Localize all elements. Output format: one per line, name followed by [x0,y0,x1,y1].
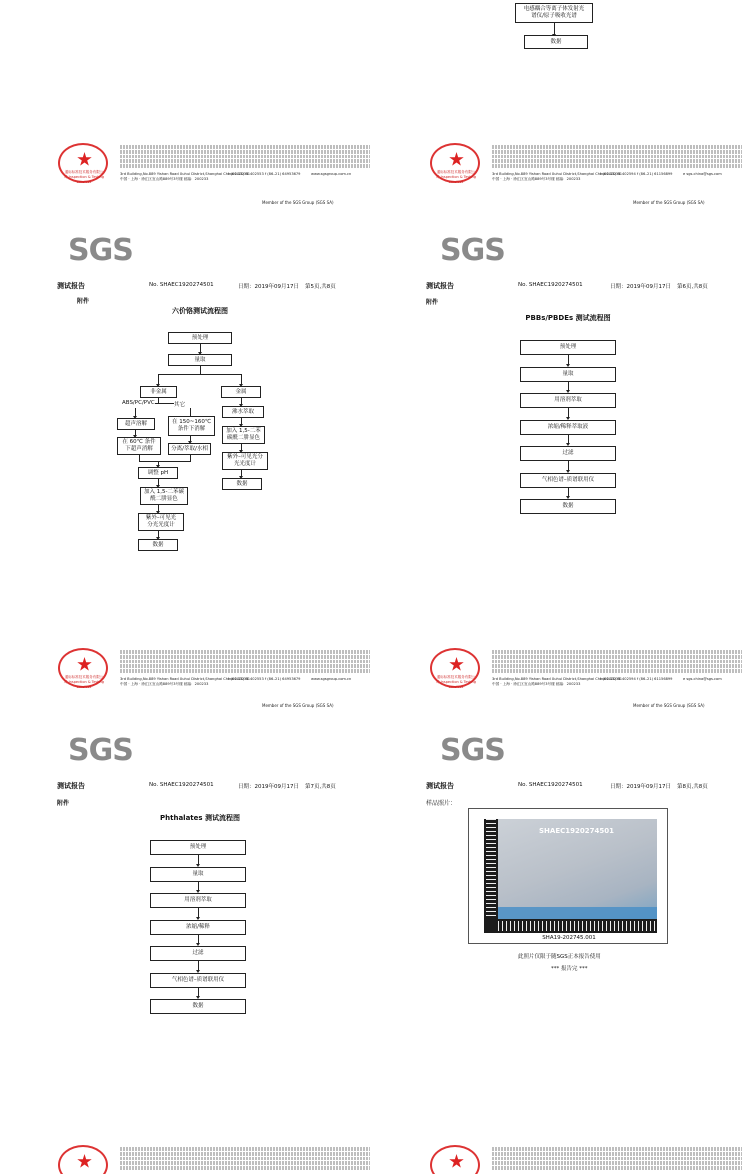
sample-photo-frame [468,808,668,944]
page-footer [430,1145,745,1174]
flow-box: 用溶剂萃取 [150,893,246,908]
flow-arrow [198,882,199,891]
page-footer [430,143,745,183]
legal-text [492,145,742,171]
sgs-logo: SGS [440,233,505,268]
flow-box: 沸水萃取 [222,406,264,418]
report-title: 测试报告 [57,782,85,790]
flow-arrow [554,23,555,34]
flow-arrow [568,408,569,417]
flow-box: 紫外–可见光分 光光度计 [222,452,268,470]
member-line: Member of the SGS Group (SGS SA) [633,200,705,205]
page-footer [58,143,373,183]
flow-box: 数据 [222,478,262,490]
report-title: 测试报告 [426,782,454,790]
legal-text [120,145,370,171]
photo-overlay-text: SHAEC1920274501 [539,827,614,835]
flow-box: 量取 [520,367,616,382]
flow-box: 量取 [150,867,246,882]
footer-address-en: 3rd Building,No.889 Yishan Road Xuhui District,Shanghai China 200233 [492,677,621,681]
page-footer [58,1145,373,1174]
flow-box-data: 数据 [524,35,588,49]
sgs-seal-icon: 通标标准技术服务有限公司 Inspection & Testing Services [430,143,480,183]
flow-box: 气相色谱–质谱联用仪 [520,473,616,488]
footer-tel: t (86–21) 61402553 f (86–21) 64953679 [228,677,301,681]
other-label: 其它 [174,402,186,408]
member-line: Member of the SGS Group (SGS SA) [633,703,705,708]
flow-arrow [158,479,159,485]
flow-arrow [135,430,136,435]
flow-arrow [568,461,569,470]
flow-box: 用溶剂萃取 [520,393,616,408]
report-title: 测试报告 [426,282,454,290]
footer-tel: t (86–21) 61402594 f (86–21) 61156899 [600,677,673,681]
page-footer [430,648,745,688]
report-number: No. SHAEC1920274501 [518,282,583,288]
flow-arrow [568,382,569,391]
flow-arrow [198,908,199,917]
footer-web: e sgs.china@sgs.com [683,172,722,176]
flow-arrow [190,408,191,416]
footer-address-en: 3rd Building,No.889 Yishan Road Xuhui District,Shanghai China 200233 [120,172,249,176]
flow-box: 数据 [520,499,616,514]
flow-line [139,461,191,462]
flow-box: 数据 [138,539,178,551]
report-page: 第5页,共8页 [305,284,336,290]
legal-text [492,1147,742,1173]
footer-tel: t (86–21) 61402594 f (86–21) 61156899 [600,172,673,176]
legal-text [120,650,370,676]
member-line: Member of the SGS Group (SGS SA) [262,703,334,708]
legal-text [120,1147,370,1173]
footer-address-cn: 中国 · 上海 · 徐汇区宜山路889号3号楼 邮编：200233 [120,682,209,686]
footer-tel: t (86–21) 61402553 f (86–21) 64953679 [228,172,301,176]
photo-label: 样品照片： [426,800,457,807]
flow-arrow [241,374,242,384]
flow-box: 预处理 [150,840,246,855]
end-mark: *** 报告完 *** [551,966,588,972]
flow-line [158,374,242,375]
flow-box-icp: 电感耦合等离子体发射光 谱仪/原子吸收光谱 [515,3,593,23]
sgs-logo: SGS [440,733,505,768]
flow-box: 量取 [168,354,232,366]
legal-text [492,650,742,676]
flow-box: 分离/萃取/水相 [168,443,211,455]
sgs-seal-icon: 通标标准技术服务有限公司 Inspection & Testing Services [58,143,108,183]
flow-arrow [198,935,199,944]
flow-box: 加入 1,5-二苯 碳酰二肼显色 [222,426,265,444]
flow-arrow [158,374,159,384]
sgs-seal-icon [430,1145,480,1174]
flow-box: 数据 [150,999,246,1014]
footer-address-en: 3rd Building,No.889 Yishan Road Xuhui District,Shanghai China 200233 [120,677,249,681]
sgs-seal-icon [58,1145,108,1174]
flow-arrow [568,435,569,444]
footer-web: www.sgsgroup.com.cn [311,172,352,176]
flow-box: 紫外–可见光 分光光度计 [138,513,184,531]
report-date: 日期：2019年09月17日 [610,784,671,790]
flow-box: 过滤 [520,446,616,461]
report-page: 第8页,共8页 [677,784,708,790]
flow-arrow [568,488,569,497]
chart-title: 六价铬测试流程图 [172,307,228,315]
flow-box: 加入 1,5-二苯碳 酰二肼显色 [140,487,188,505]
footer-web: e sgs.china@sgs.com [683,677,722,681]
flow-arrow [241,418,242,424]
flow-arrow [158,531,159,537]
report-number: No. SHAEC1920274501 [149,282,214,288]
report-date: 日期：2019年09月17日 [238,784,299,790]
flow-arrow [241,444,242,450]
attachment-label: 附件 [77,298,90,305]
footer-address-cn: 中国 · 上海 · 徐汇区宜山路889号3号楼 邮编：200233 [120,177,209,181]
flow-box: 浓缩/稀释 [150,920,246,935]
report-page: 第7页,共8页 [305,784,336,790]
flow-arrow [198,961,199,970]
photo-caption: SHA19-202745.001 [542,935,596,941]
footer-address-en: 3rd Building,No.889 Yishan Road Xuhui District,Shanghai China 200233 [492,172,621,176]
chart-title: PBBs/PBDEs 测试流程图 [525,314,611,322]
footer-web: www.sgsgroup.com.cn [311,677,352,681]
page-footer [58,648,373,688]
sgs-seal-icon: 通标标准技术服务有限公司 Inspection & Testing Services [430,648,480,688]
flow-arrow [190,436,191,441]
member-line: Member of the SGS Group (SGS SA) [262,200,334,205]
flow-box: 在 60℃ 条件 下超声消解 [117,437,161,455]
flow-box: 气相色谱–质谱联用仪 [150,973,246,988]
report-number: No. SHAEC1920274501 [149,782,214,788]
flow-arrow [158,461,159,465]
flow-box: 超声溶解 [117,418,155,430]
footer-address-cn: 中国 · 上海 · 徐汇区宜山路889号3号楼 邮编：200233 [492,682,581,686]
chart-title: Phthalates 测试流程图 [160,814,240,822]
flow-box: 非金属 [140,386,177,398]
flow-arrow [135,408,136,416]
flow-arrow [158,505,159,511]
report-title: 测试报告 [57,282,85,290]
footer-address-cn: 中国 · 上海 · 徐汇区宜山路889号3号楼 邮编：200233 [492,177,581,181]
report-date: 日期：2019年09月17日 [238,284,299,290]
flow-line [200,366,201,374]
flow-arrow [198,855,199,864]
report-number: No. SHAEC1920274501 [518,782,583,788]
flow-box: 调整 pH [138,467,178,479]
sample-photo [484,819,657,933]
report-date: 日期：2019年09月17日 [610,284,671,290]
flow-arrow [568,355,569,364]
flow-arrow [200,344,201,352]
photo-note: 此照片仅限于随SGS正本报告使用 [518,954,601,960]
flow-box: 浓缩/稀释萃取液 [520,420,616,435]
flow-box: 预处理 [168,332,232,344]
sgs-logo: SGS [68,233,133,268]
sgs-logo: SGS [68,733,133,768]
flow-arrow [241,398,242,404]
flow-box: 金属 [221,386,261,398]
attachment-label: 附件 [426,299,439,306]
report-page: 第6页,共8页 [677,284,708,290]
flow-arrow [198,988,199,997]
flow-box: 在 150~160℃ 条件下消解 [168,416,215,436]
abs-label: ABS/PC/PVC [122,400,155,406]
flow-arrow [241,470,242,476]
flow-box: 预处理 [520,340,616,355]
sgs-seal-icon: 通标标准技术服务有限公司 Inspection & Testing Services [58,648,108,688]
attachment-label: 附件 [57,800,70,807]
flow-box: 过滤 [150,946,246,961]
